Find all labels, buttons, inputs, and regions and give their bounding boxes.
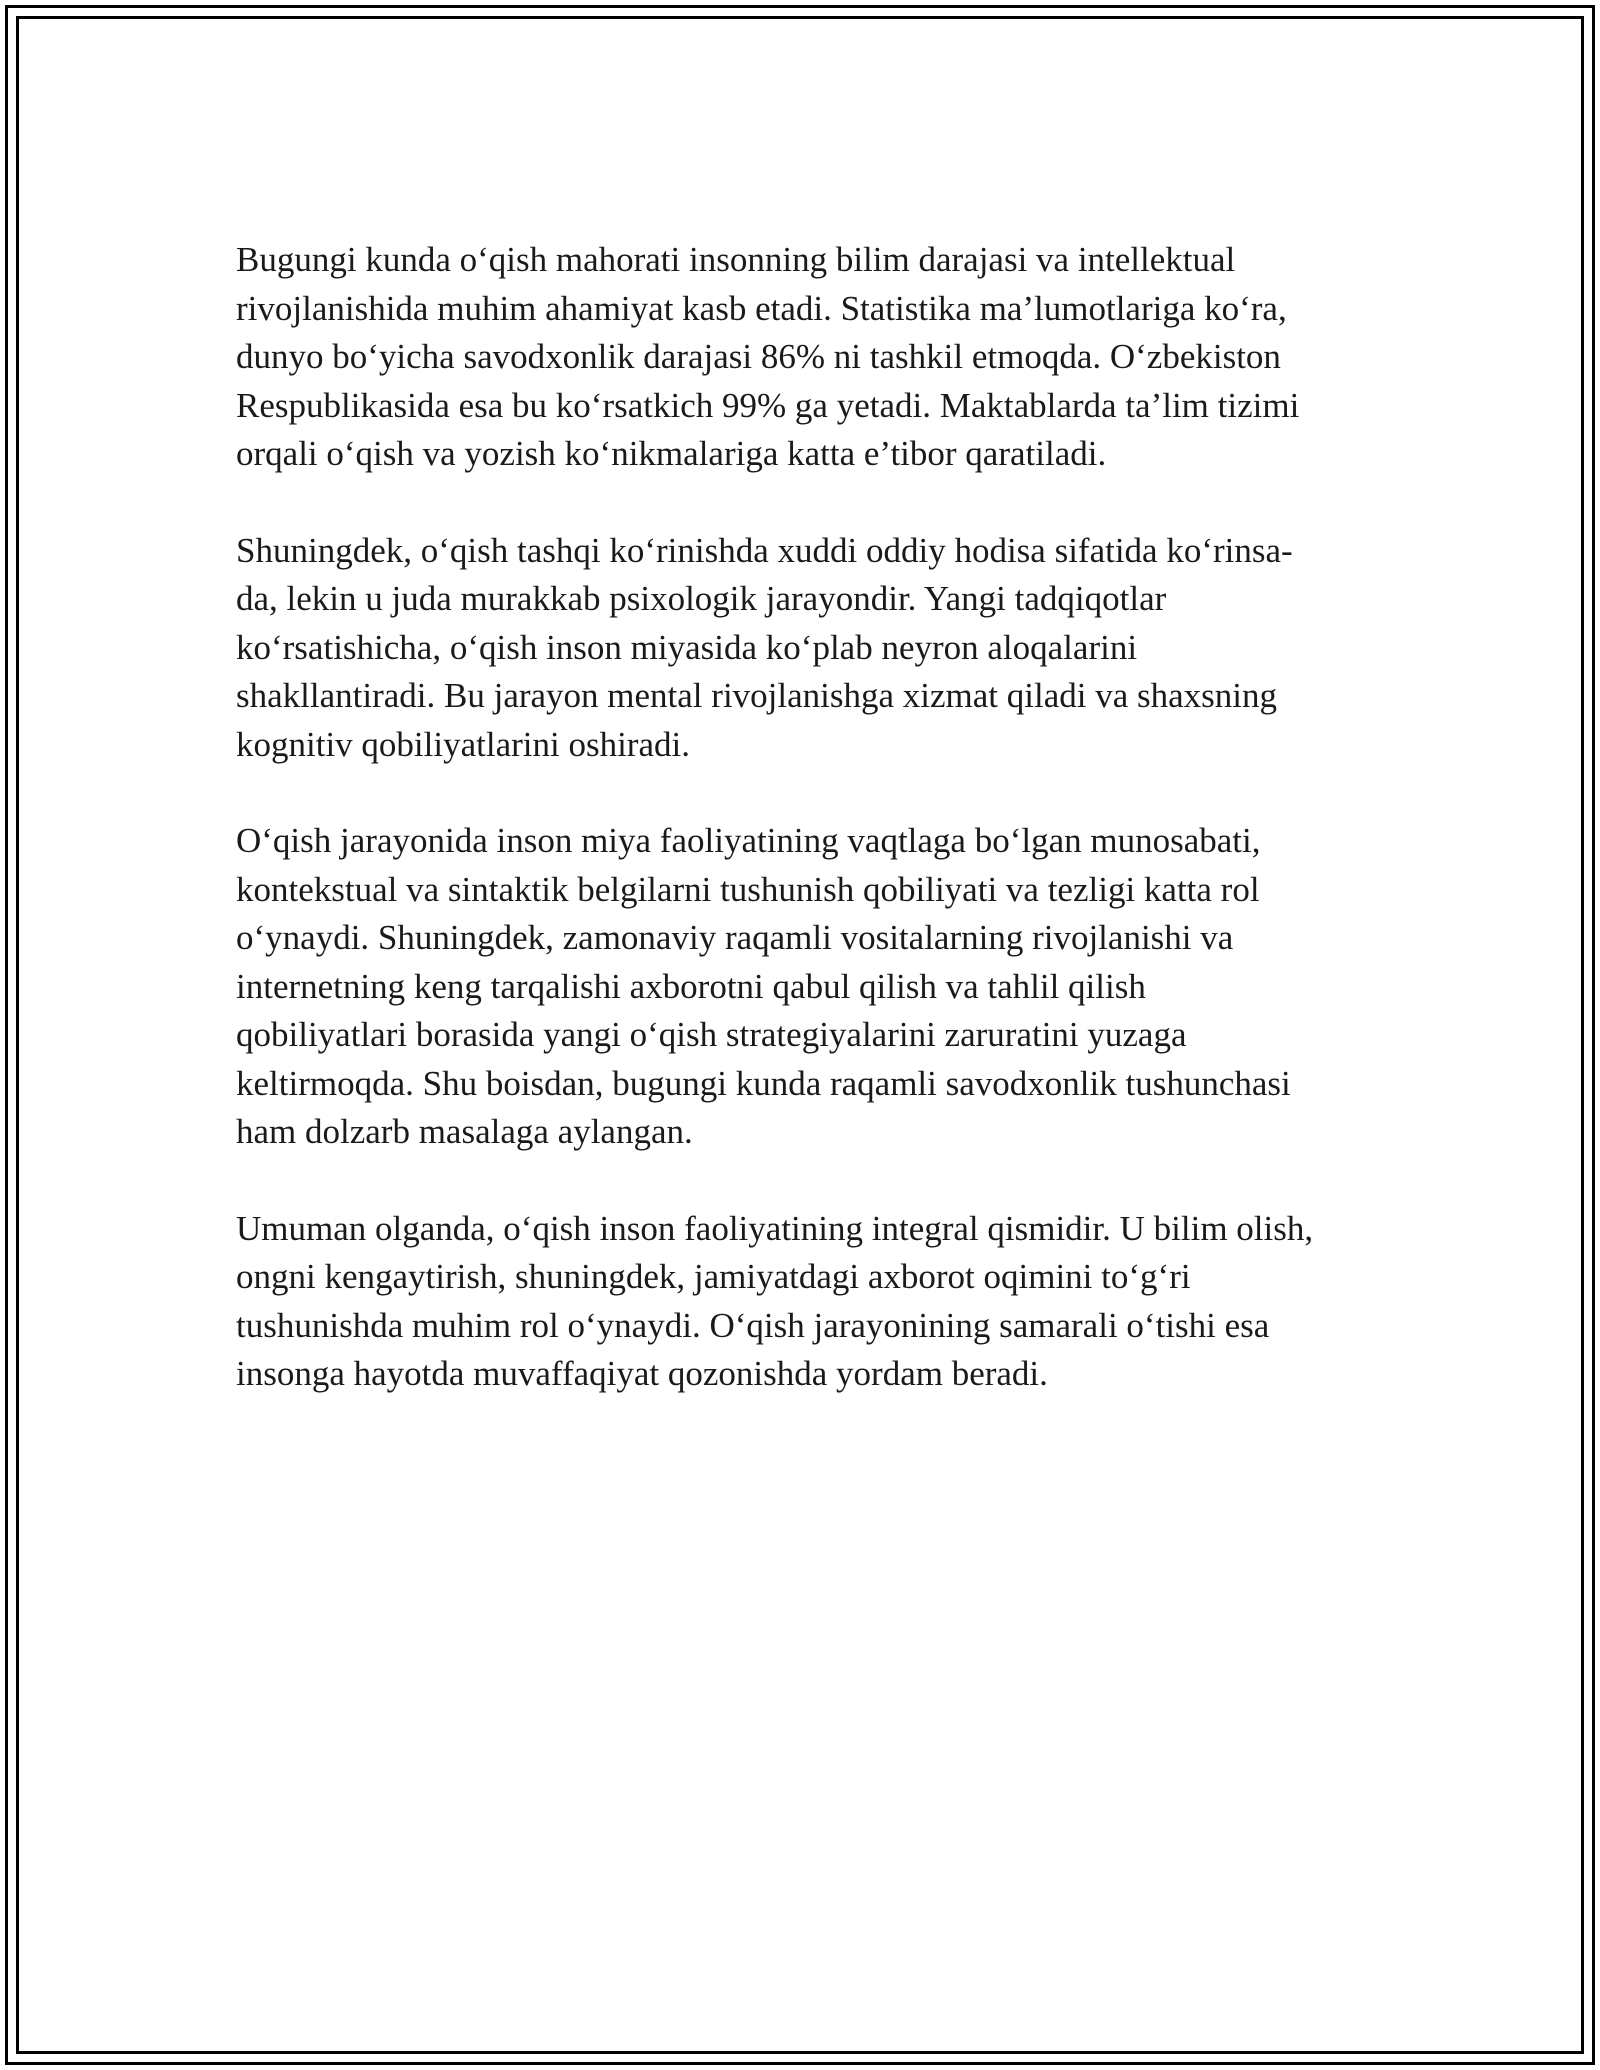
- text-line: shakllantiradi. Bu jarayon mental rivojlanishga xizmat qiladi va shaxsning: [236, 676, 1278, 715]
- text-line: da, lekin u juda murakkab psixologik jarayondir. Yangi tadqiqotlar: [236, 579, 1167, 618]
- text-line: qobiliyatlari borasida yangi o‘qish strategiyalarini zaruratini yuzaga: [236, 1015, 1187, 1054]
- paragraph-1: [236, 236, 1386, 479]
- document-body: [236, 236, 1386, 1447]
- text-line: tushunishda muhim rol o‘ynaydi. O‘qish jarayonining samarali o‘tishi esa: [236, 1305, 1270, 1345]
- text-line: Shuningdek, o‘qish tashqi ko‘rinishda xuddi oddiy hodisa sifatida ko‘rinsa-: [236, 530, 1293, 570]
- paragraph-3: [236, 817, 1386, 1157]
- paragraph-2: [236, 527, 1386, 770]
- text-line: insonga hayotda muvaffaqiyat qozonishda yordam beradi.: [236, 1354, 1048, 1393]
- text-line: ko‘rsatishicha, o‘qish inson miyasida ko‘plab neyron aloqalarini: [236, 627, 1138, 667]
- text-line: kontekstual va sintaktik belgilarni tushunish qobiliyati va tezligi katta rol: [236, 869, 1260, 909]
- text-line: orqali o‘qish va yozish ko‘nikmalariga katta e’tibor qaratiladi.: [236, 434, 1107, 473]
- text-line: O‘qish jarayonida inson miya faoliyatining vaqtlaga bo‘lgan munosabati,: [236, 821, 1261, 860]
- text-line: dunyo bo‘yicha savodxonlik darajasi 86% ni tashkil etmoqda. O‘zbekiston: [236, 337, 1281, 376]
- text-line: ongni kengaytirish, shuningdek, jamiyatdagi axborot oqimini to‘g‘ri: [236, 1257, 1191, 1296]
- text-line: rivojlanishida muhim ahamiyat kasb etadi. Statistika ma’lumotlariga ko‘ra,: [236, 288, 1287, 328]
- text-line: Respublikasida esa bu ko‘rsatkich 99% ga yetadi. Maktablarda ta’lim tizimi: [236, 385, 1300, 425]
- text-line: keltirmoqda. Shu boisdan, bugungi kunda raqamli savodxonlik tushunchasi: [236, 1063, 1291, 1103]
- text-line: Bugungi kunda o‘qish mahorati insonning bilim darajasi va intellektual: [236, 240, 1236, 279]
- text-line: ham dolzarb masalaga aylangan.: [236, 1112, 693, 1151]
- text-line: kognitiv qobiliyatlarini oshiradi.: [236, 724, 690, 764]
- text-line: o‘ynaydi. Shuningdek, zamonaviy raqamli vositalarning rivojlanishi va: [236, 918, 1234, 957]
- text-line: Umuman olganda, o‘qish inson faoliyatining integral qismidir. U bilim olish,: [236, 1208, 1314, 1248]
- text-line: internetning keng tarqalishi axborotni qabul qilish va tahlil qilish: [236, 966, 1146, 1006]
- paragraph-4: [236, 1205, 1386, 1399]
